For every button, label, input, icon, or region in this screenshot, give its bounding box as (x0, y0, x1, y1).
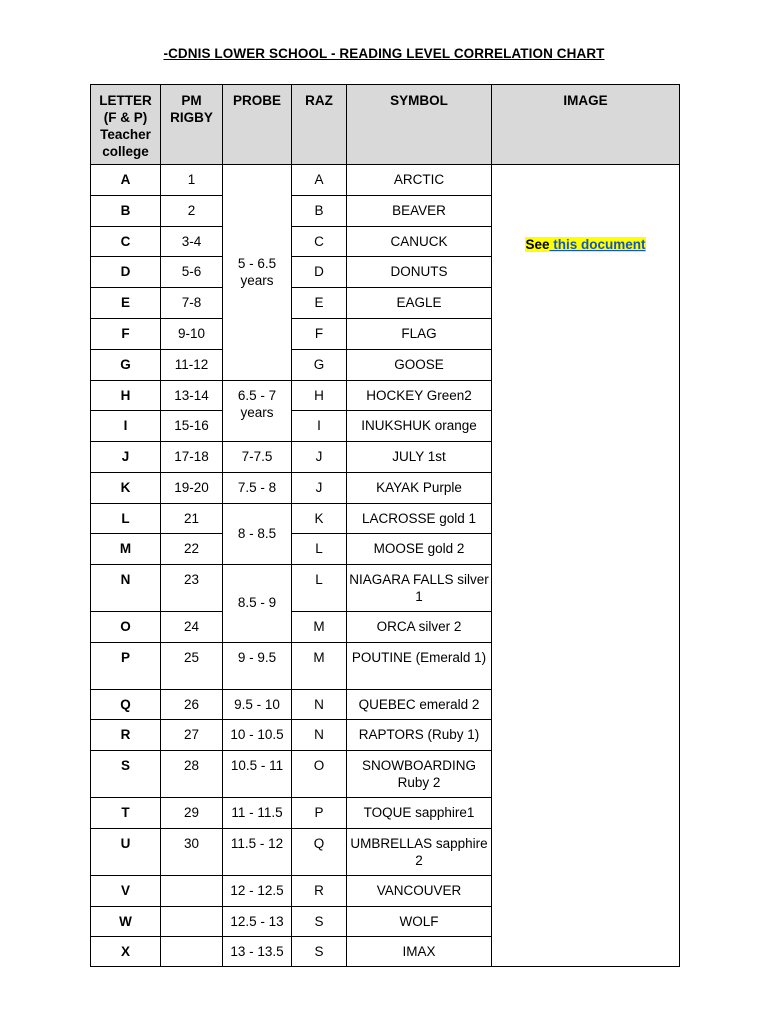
probe-cell: 10.5 - 11 (223, 751, 292, 798)
header-letter: LETTER (F & P) Teacher college (91, 85, 161, 165)
letter-cell: U (91, 829, 161, 876)
raz-cell: O (292, 751, 347, 798)
header-symbol: SYMBOL (347, 85, 492, 165)
letter-cell: S (91, 751, 161, 798)
header-raz: RAZ (292, 85, 347, 165)
header-row (91, 85, 680, 165)
raz-cell: S (292, 907, 347, 937)
pm-cell: 15-16 (161, 411, 223, 442)
letter-cell: F (91, 319, 161, 350)
symbol-cell: MOOSE gold 2 (347, 534, 492, 565)
symbol-cell: QUEBEC emerald 2 (347, 690, 492, 720)
this-document-link[interactable]: this document (549, 237, 646, 252)
probe-cell: 7-7.5 (223, 442, 292, 473)
raz-cell: I (292, 411, 347, 442)
raz-cell: L (292, 565, 347, 612)
letter-cell: C (91, 227, 161, 257)
probe-cell: 13 - 13.5 (223, 937, 292, 967)
probe-cell: 6.5 - 7 years (223, 381, 292, 442)
pm-cell: 13-14 (161, 381, 223, 411)
symbol-cell: BEAVER (347, 196, 492, 227)
pm-cell: 1 (161, 165, 223, 196)
symbol-cell: ARCTIC (347, 165, 492, 196)
symbol-cell: SNOWBOARDING Ruby 2 (347, 751, 492, 798)
letter-cell: K (91, 473, 161, 504)
symbol-cell: UMBRELLAS sapphire 2 (347, 829, 492, 876)
letter-cell: J (91, 442, 161, 473)
pm-cell: 7-8 (161, 288, 223, 319)
symbol-cell: VANCOUVER (347, 876, 492, 907)
pm-cell: 5-6 (161, 257, 223, 288)
page-title: -CDNIS LOWER SCHOOL - READING LEVEL CORRELATION CHART (163, 46, 605, 61)
raz-cell: Q (292, 829, 347, 876)
symbol-cell: IMAX (347, 937, 492, 967)
raz-cell: C (292, 227, 347, 257)
letter-cell: Q (91, 690, 161, 720)
raz-cell: A (292, 165, 347, 196)
pm-cell: 17-18 (161, 442, 223, 473)
pm-cell: 22 (161, 534, 223, 565)
pm-cell (161, 876, 223, 907)
symbol-cell: FLAG (347, 319, 492, 350)
raz-cell: D (292, 257, 347, 288)
pm-cell (161, 937, 223, 967)
symbol-cell: GOOSE (347, 350, 492, 381)
raz-cell: N (292, 720, 347, 751)
pm-cell: 29 (161, 798, 223, 829)
probe-cell: 5 - 6.5 years (223, 165, 292, 381)
raz-cell: L (292, 534, 347, 565)
letter-cell: B (91, 196, 161, 227)
header-probe: PROBE (223, 85, 292, 165)
raz-cell: S (292, 937, 347, 967)
probe-cell: 8 - 8.5 (223, 504, 292, 565)
symbol-cell: RAPTORS (Ruby 1) (347, 720, 492, 751)
pm-cell: 2 (161, 196, 223, 227)
raz-cell: K (292, 504, 347, 534)
raz-cell: N (292, 690, 347, 720)
letter-cell: A (91, 165, 161, 196)
pm-cell: 3-4 (161, 227, 223, 257)
symbol-cell: CANUCK (347, 227, 492, 257)
raz-cell: F (292, 319, 347, 350)
pm-cell: 30 (161, 829, 223, 876)
pm-cell: 26 (161, 690, 223, 720)
letter-cell: D (91, 257, 161, 288)
see-label: See (525, 237, 550, 252)
symbol-cell: JULY 1st (347, 442, 492, 473)
raz-cell: G (292, 350, 347, 381)
probe-cell: 12 - 12.5 (223, 876, 292, 907)
pm-cell: 9-10 (161, 319, 223, 350)
probe-cell: 9.5 - 10 (223, 690, 292, 720)
table-row (91, 165, 680, 196)
letter-cell: G (91, 350, 161, 381)
letter-cell: X (91, 937, 161, 967)
pm-cell: 21 (161, 504, 223, 534)
raz-cell: J (292, 442, 347, 473)
header-pm-rigby: PM RIGBY (161, 85, 223, 165)
raz-cell: P (292, 798, 347, 829)
raz-cell: M (292, 643, 347, 690)
symbol-cell: DONUTS (347, 257, 492, 288)
pm-cell: 24 (161, 612, 223, 643)
symbol-cell: WOLF (347, 907, 492, 937)
image-cell (492, 165, 680, 967)
symbol-cell: KAYAK Purple (347, 473, 492, 504)
probe-cell: 11 - 11.5 (223, 798, 292, 829)
letter-cell: P (91, 643, 161, 690)
raz-cell: E (292, 288, 347, 319)
probe-cell: 7.5 - 8 (223, 473, 292, 504)
letter-cell: L (91, 504, 161, 534)
raz-cell: H (292, 381, 347, 411)
letter-cell: T (91, 798, 161, 829)
raz-cell: J (292, 473, 347, 504)
probe-cell: 12.5 - 13 (223, 907, 292, 937)
pm-cell: 25 (161, 643, 223, 690)
symbol-cell: EAGLE (347, 288, 492, 319)
letter-cell: R (91, 720, 161, 751)
letter-cell: I (91, 411, 161, 442)
letter-cell: N (91, 565, 161, 612)
pm-cell: 19-20 (161, 473, 223, 504)
letter-cell: O (91, 612, 161, 643)
letter-cell: E (91, 288, 161, 319)
symbol-cell: POUTINE (Emerald 1) (347, 643, 492, 690)
letter-cell: W (91, 907, 161, 937)
pm-cell: 11-12 (161, 350, 223, 381)
raz-cell: M (292, 612, 347, 643)
symbol-cell: INUKSHUK orange (347, 411, 492, 442)
pm-cell: 23 (161, 565, 223, 612)
raz-cell: R (292, 876, 347, 907)
symbol-cell: LACROSSE gold 1 (347, 504, 492, 534)
letter-cell: M (91, 534, 161, 565)
pm-cell: 27 (161, 720, 223, 751)
symbol-cell: NIAGARA FALLS silver 1 (347, 565, 492, 612)
raz-cell: B (292, 196, 347, 227)
symbol-cell: HOCKEY Green2 (347, 381, 492, 411)
probe-cell: 10 - 10.5 (223, 720, 292, 751)
probe-cell: 9 - 9.5 (223, 643, 292, 690)
pm-cell (161, 907, 223, 937)
reading-level-table (90, 84, 680, 967)
header-image: IMAGE (492, 85, 680, 165)
symbol-cell: ORCA silver 2 (347, 612, 492, 643)
symbol-cell: TOQUE sapphire1 (347, 798, 492, 829)
probe-cell: 11.5 - 12 (223, 829, 292, 876)
letter-cell: H (91, 381, 161, 411)
pm-cell: 28 (161, 751, 223, 798)
letter-cell: V (91, 876, 161, 907)
probe-cell: 8.5 - 9 (223, 565, 292, 643)
